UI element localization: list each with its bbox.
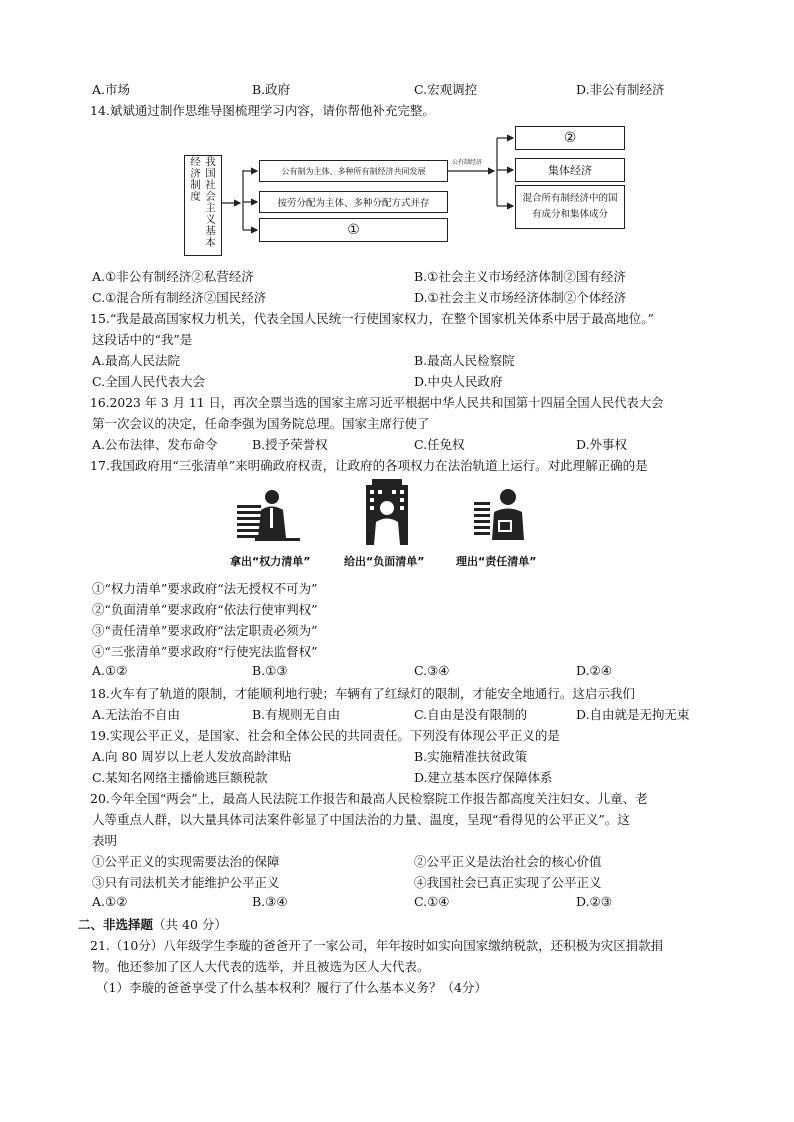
mindmap-right-3 [515,185,625,229]
power-list-figure [237,490,300,541]
negative-list-figure [366,479,408,545]
q17-option-a: A.①② [92,663,128,678]
q17-caption-3: 理出“责任清单” [456,555,537,568]
mindmap-right-2-label: 集体经济 [548,164,592,177]
q20-statement-3: ③只有司法机关才能维护公平正义 [92,875,280,890]
q19-option-a: A.向 80 周岁以上老人发放高龄津贴 [92,749,292,764]
q21-stem-2: 物。他还参加了区人大代表的选举，并且被选为区人大代表。 [92,959,430,974]
q19-stem: 19.实现公平正义，是国家、社会和全体公民的共同责任。下列没有体现公平正义的是 [90,728,560,743]
q18-option-a: A.无法治不自由 [92,707,181,722]
q16-option-d: D.外事权 [576,437,628,452]
q16-stem-2: 第一次会议的决定，任命李强为国务院总理。国家主席行使了 [92,416,430,431]
q20-option-d: D.②③ [576,894,612,909]
mindmap-right-3-label: 混合所有制经济中的国有成分和集体成分 [522,193,618,220]
q17-option-c: C.③④ [414,663,450,678]
q17-statement-1: ①“权力清单”要求政府“法无授权不可为” [92,581,318,596]
q17-option-d: D.②④ [576,663,612,678]
mindmap-branch-2-label: 按劳分配为主体、多种分配方式并存 [277,198,430,209]
q20-statement-2: ②公平正义是法治社会的核心价值 [414,854,602,869]
q19-option-c: C.某知名网络主播偷逃巨额税款 [92,770,268,785]
q18-stem: 18.火车有了轨道的限制，才能顺利地行驶；车辆有了红绿灯的限制，才能安全地通行。这启示我们 [90,686,635,701]
q18-option-d: D.自由就是无拘无束 [576,707,690,722]
q15-option-a: A.最高人民法院 [92,353,181,368]
q16-option-a: A.公布法律、发布命令 [92,437,218,452]
mindmap-branch-2 [259,191,448,213]
q17-statement-4: ④“三张清单”要求政府“行使宪法监督权” [92,644,318,659]
section-2-heading [78,915,227,933]
mindmap-right-1-label: ② [563,130,577,146]
q20-option-b: B.③④ [252,894,288,909]
mindmap-root [184,155,222,256]
q21-sub-1: （1）李璇的爸爸享受了什么基本权利？履行了什么基本义务？（4分） [96,980,487,995]
q21-stem-1: 21.（10分）八年级学生李璇的爸爸开了一家公司，年年按时如实向国家缴纳税款，还积极为灾区捐款捐 [90,938,664,953]
q17-caption-1: 拿出“权力清单” [230,555,311,568]
q20-stem-2: 人等重点人群，以大量具体司法案件彰显了中国法治的力量、温度，呈现“看得见的公平正义”。这 [92,812,630,827]
q13-option-d: D.非公有制经济 [576,82,665,97]
q14-option-b: B.①社会主义市场经济体制②国有经济 [414,269,626,284]
q14-option-a: A.①非公有制经济②私营经济 [92,269,254,284]
section-2-title: 二、非选择题 [78,917,154,932]
q17-option-b: B.①③ [252,663,288,678]
q20-stem-1: 20.今年全国“两会”上，最高人民法院工作报告和最高人民检察院工作报告都高度关注妇女、儿童、老 [90,791,648,806]
q16-stem-1: 16.2023 年 3 月 11 日，再次全票当选的国家主席习近平根据中华人民共和国第十四届全国人民代表大会 [90,396,664,410]
q17-statement-3: ③“责任清单”要求政府“法定职责必须为” [92,623,318,638]
q18-option-c: C.自由是没有限制的 [414,707,528,722]
responsibility-list-figure [474,489,524,540]
q16-option-c: C.任免权 [414,437,465,452]
q20-statement-1: ①公平正义的实现需要法治的保障 [92,854,280,869]
q20-option-a: A.①② [92,894,128,909]
q17-statement-2: ②“负面清单”要求政府“依法行使审判权” [92,602,318,617]
q17-caption-2: 给出“负面清单” [344,555,425,568]
mindmap-right-2 [515,158,625,182]
q15-stem-2: 这段话中的“我”是 [92,332,193,347]
mindmap-branch-1 [259,160,448,182]
q14-stem: 14.斌斌通过制作思维导图梳理学习内容，请你帮他补充完整。 [90,103,435,118]
q18-option-b: B.有规则无自由 [252,707,341,722]
mindmap-branch-3-label: ① [347,222,360,238]
q20-option-c: C.①④ [414,894,450,909]
mindmap-branch-3 [259,218,448,242]
q14-option-d: D.①社会主义市场经济体制②个体经济 [414,290,627,305]
q19-option-d: D.建立基本医疗保障体系 [414,770,553,785]
q15-stem-1: 15.“我是最高国家权力机关，代表全国人民统一行使国家权力，在整个国家机关体系中居于最高地位。” [90,311,654,326]
mindmap-branch-1-label: 公有制为主体、多种所有制经济共同发展 [281,166,426,176]
mindmap-right-1 [515,126,625,150]
mindmap-arrow-label: 公有制经济 [452,159,483,166]
q17-stem: 17.我国政府用“三张清单”来明确政府权责，让政府的各项权力在法治轨道上运行。对此理解正确的是 [90,458,648,473]
section-2-note: （共 40 分） [153,917,227,932]
q19-option-b: B.实施精准扶贫政策 [414,749,528,764]
q13-option-b: B.政府 [252,82,291,97]
q13-option-a: A.市场 [92,82,131,97]
q15-option-c: C.全国人民代表大会 [92,374,206,389]
q20-statement-4: ④我国社会已真正实现了公平正义 [414,875,602,890]
q16-option-b: B.授予荣誉权 [252,437,328,452]
q15-option-d: D.中央人民政府 [414,374,503,389]
q15-option-b: B.最高人民检察院 [414,353,515,368]
q20-stem-3: 表明 [92,833,118,848]
q14-option-c: C.①混合所有制经济②国民经济 [92,290,267,305]
q13-option-c: C.宏观调控 [414,82,478,97]
mindmap-root-label: 我国社会主义基本经济制度 [189,156,216,248]
